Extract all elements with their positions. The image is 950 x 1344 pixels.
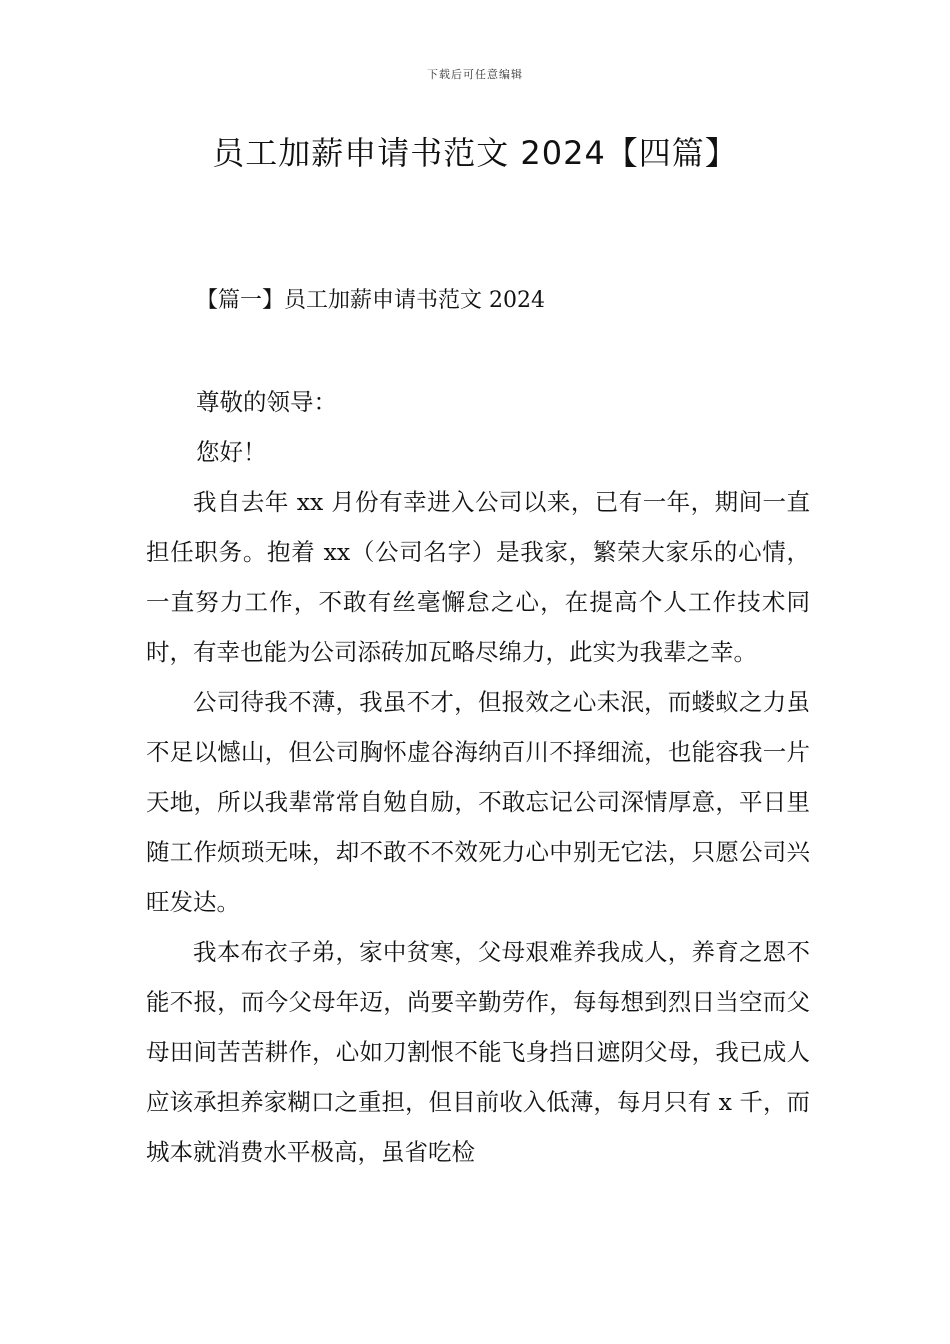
document-body <box>146 377 810 1177</box>
section-heading: 【篇一】员工加薪申请书范文 2024 <box>196 288 545 313</box>
salutation: 尊敬的领导： <box>196 388 337 416</box>
paragraph-2: 公司待我不薄，我虽不才，但报效之心未泯，而蝼蚁之力虽不足以憾山，但公司胸怀虚谷海纳百川不择细流，也能容我一片天地，所以我辈常常自勉自励，不敢忘记公司深情厚意，平日里随工作烦琐无味，却不敢不不效死力心中别无它法，只愿公司兴旺发达。 <box>146 688 810 916</box>
header-note: 下载后可任意编辑 <box>427 68 523 81</box>
document-title: 员工加薪申请书范文 2024【四篇】 <box>212 134 738 172</box>
paragraph-1: 我自去年 xx 月份有幸进入公司以来，已有一年，期间一直担任职务。抱着 xx（公司名字）是我家，繁荣大家乐的心情，一直努力工作，不敢有丝毫懈怠之心，在提高个人工作技术同时，有幸也能为公司添砖加瓦略尽绵力，此实为我辈之幸。 <box>146 488 810 666</box>
greeting: 您好！ <box>196 438 267 466</box>
paragraph-3: 我本布衣子弟，家中贫寒，父母艰难养我成人，养育之恩不能不报，而今父母年迈，尚要辛勤劳作，每每想到烈日当空而父母田间苦苦耕作，心如刀割恨不能飞身挡日遮阴父母，我已成人应该承担养家糊口之重担，但目前收入低薄，每月只有 x 千，而城本就消费水平极高，虽省吃检 <box>146 938 810 1166</box>
